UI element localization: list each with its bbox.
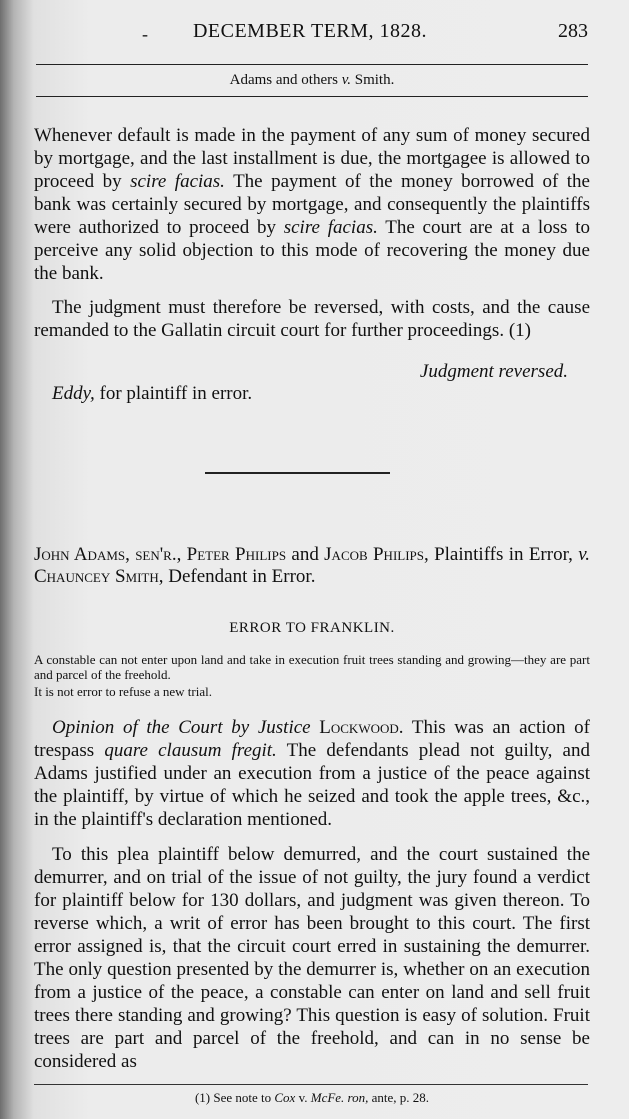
header-dash: - — [142, 24, 148, 44]
paragraph-opinion: Opinion of the Court by Justice Lockwood. This was an action of trespass quare clausum fregit. The defendants plead not guilty, and Adams justified under an execution from a justice of the peace against the plaintiff, by virtue of which he seized and took the apple trees, &c., in the plaintiff's declaration mentioned. — [34, 717, 590, 830]
court-subheading: ERROR TO FRANKLIN. — [229, 620, 395, 636]
footnote-rule — [34, 1084, 588, 1085]
counsel-line: Eddy, for plaintiff in error. — [52, 383, 253, 404]
running-head: Adams and others v. Smith. — [229, 72, 395, 88]
paragraph-demurrer: To this plea plaintiff below demurred, and the court sustained the demurrer, and on trial of the issue of not guilty, the jury found a verdict for plaintiff below for 130 dollars, and judgment was given thereon. To reverse which, a writ of error has been brought to this court. The first error assigned is, that the circuit court erred in sustaining the demurrer. The only question presented by the demurrer is, whether on an execution from a justice of the peace, a constable can enter on land and sell fruit trees there standing and growing? This question is easy of solution. Fruit trees are part and parcel of the freehold, and can in no sense be considered as — [34, 844, 590, 1072]
page-header — [30, 20, 590, 46]
paragraph-scire-facias: Whenever default is made in the payment of any sum of money secured by mortgage, and the last installment is due, the mortgagee is allowed to proceed by scire facias. The payment of the money borrowed of the bank was certainly secured by mortgage, and consequently the plaintiffs were authorized to proceed by scire facias. The court are at a loss to perceive any solid objection to this mode of recovering the money due the bank. — [34, 125, 590, 284]
footnote: (1) See note to Cox v. McFe. ron, ante, p. 28. — [194, 1090, 430, 1105]
section-divider — [205, 472, 390, 474]
headnote-1: A constable can not enter upon land and take in execution fruit trees standing and growing—they are part and parcel of the freehold. — [34, 652, 590, 682]
header-rule-top — [36, 64, 588, 65]
term-title: DECEMBER TERM, 1828. — [192, 20, 428, 42]
headnote-2: It is not error to refuse a new trial. — [34, 684, 212, 699]
page-number: 283 — [558, 20, 588, 42]
judgment-line: Judgment reversed. — [419, 361, 568, 382]
case-title: John Adams, sen'r., Peter Philips and Jacob Philips, Plaintiffs in Error, v. Chauncey Smith, Defendant in Error. — [34, 544, 591, 587]
paragraph-judgment-reversed: The judgment must therefore be reversed, with costs, and the cause remanded to the Gallatin circuit court for further proceedings. (1) — [34, 297, 590, 341]
header-rule-bottom — [36, 96, 588, 97]
